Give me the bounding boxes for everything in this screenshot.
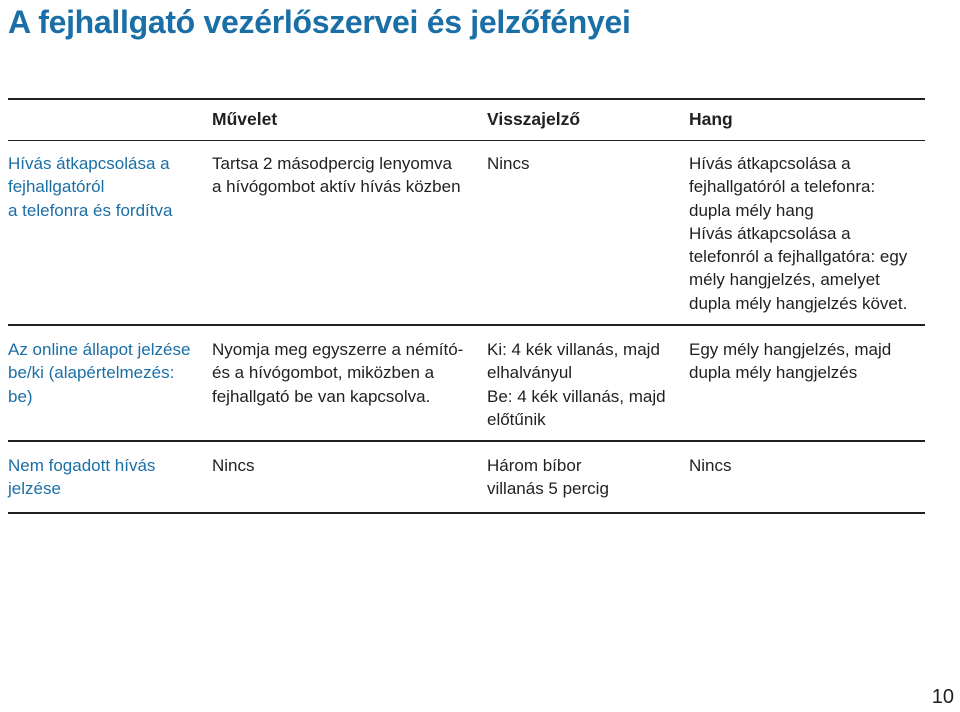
page-title: A fejhallgató vezérlőszervei és jelzőfényei — [8, 4, 631, 40]
row-sound: Nincs — [689, 456, 732, 475]
row-sound: Egy mély hangjelzés, majd dupla mély hangjelzés — [689, 340, 892, 383]
row-label: Az online állapot jelzése be/ki (alapértelmezés: be) — [8, 340, 191, 406]
table-bottom-rule — [8, 512, 925, 514]
row-indicator: Ki: 4 kék villanás, majd elhalványul Be: 4 kék villanás, majd előtűnik — [487, 340, 666, 429]
table-top-rule — [8, 98, 925, 100]
header-rule — [8, 140, 925, 141]
row-sound: Hívás átkapcsolása a fejhallgatóról a telefonra: dupla mély hang Hívás átkapcsolása a telefonról a fejhallgatóra: egy mély hangjelzés, amelyet dupla mély hangjelzés követ. — [689, 154, 908, 313]
row-label: Hívás átkapcsolása a fejhallgatóról a telefonra és fordítva — [8, 154, 173, 220]
row-label: Nem fogadott hívás jelzése — [8, 456, 156, 499]
column-header-action: Művelet — [212, 109, 278, 129]
row-divider — [8, 324, 925, 326]
column-header-indicator: Visszajelző — [487, 109, 581, 129]
row-divider — [8, 440, 925, 442]
row-indicator: Három bíbor villanás 5 percig — [487, 456, 609, 499]
row-indicator: Nincs — [487, 154, 530, 173]
row-action: Nyomja meg egyszerre a némító- és a hívógombot, miközben a fejhallgató be van kapcsolva. — [212, 340, 464, 406]
column-header-sound: Hang — [689, 109, 733, 129]
row-action: Tartsa 2 másodpercig lenyomva a hívógombot aktív hívás közben — [212, 154, 461, 197]
page-number: 10 — [931, 686, 954, 708]
row-action: Nincs — [212, 456, 255, 475]
